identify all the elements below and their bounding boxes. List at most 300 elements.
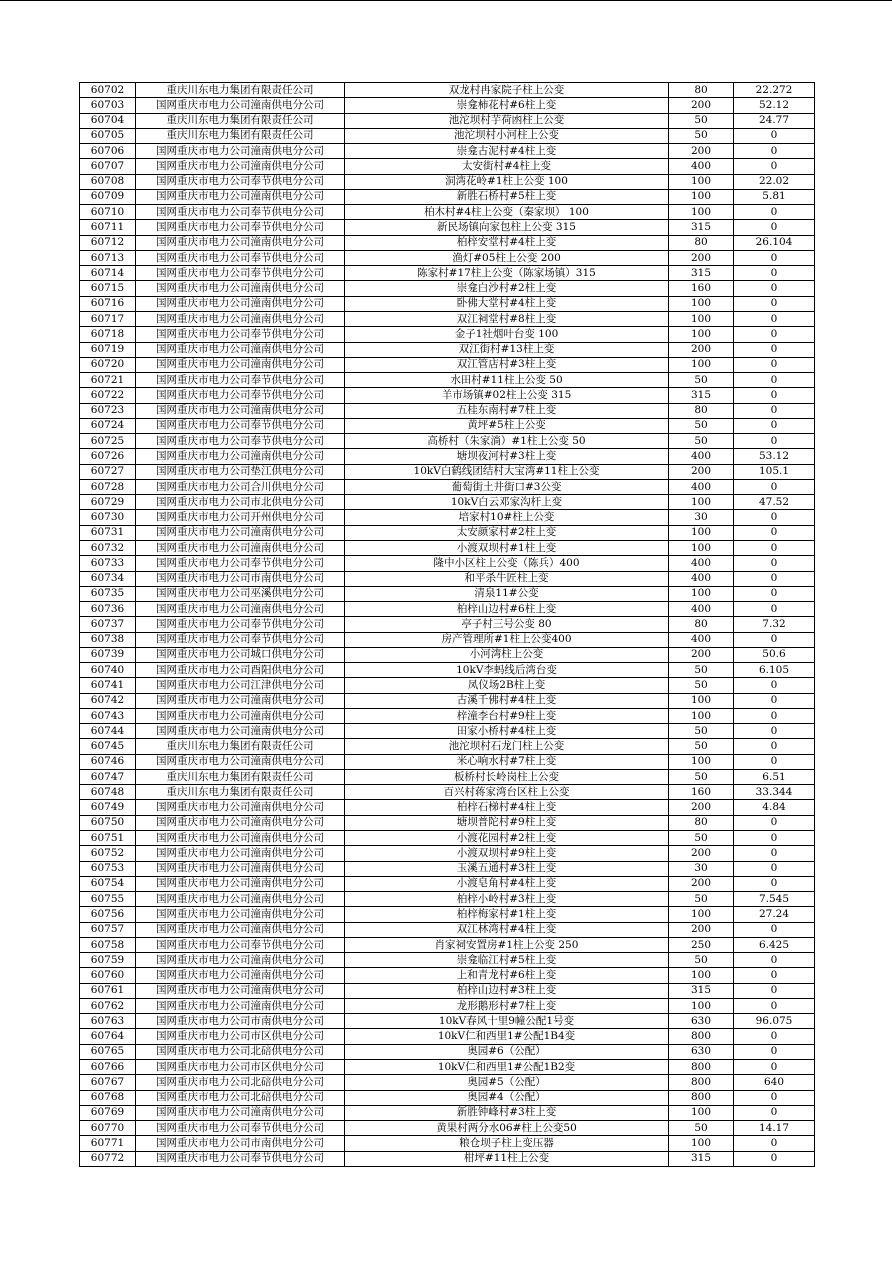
row-id-cell: 60708 <box>80 174 136 189</box>
capacity-cell: 100 <box>669 907 734 922</box>
row-id-cell: 60733 <box>80 556 136 571</box>
row-id-cell: 60738 <box>80 632 136 647</box>
value-cell: 0 <box>734 205 815 220</box>
value-cell: 0 <box>734 159 815 174</box>
value-cell: 0 <box>734 861 815 876</box>
company-cell: 国网重庆市电力公司潼南供电分公司 <box>136 815 345 830</box>
capacity-cell: 100 <box>669 754 734 769</box>
table-row <box>80 311 815 326</box>
table-row <box>80 83 815 98</box>
capacity-cell: 315 <box>669 266 734 281</box>
transformer-name-cell: 梓潼李台村#9柱上变 <box>345 708 669 723</box>
company-cell: 国网重庆市电力公司奉节供电分公司 <box>136 266 345 281</box>
row-id-cell: 60710 <box>80 205 136 220</box>
value-cell: 14.17 <box>734 1121 815 1136</box>
company-cell: 国网重庆市电力公司潼南供电分公司 <box>136 98 345 113</box>
capacity-cell: 630 <box>669 1044 734 1059</box>
transformer-name-cell: 水田村#11柱上公变 50 <box>345 373 669 388</box>
table-row <box>80 968 815 983</box>
transformer-name-cell: 金子1社烟叶台变 100 <box>345 327 669 342</box>
capacity-cell: 100 <box>669 968 734 983</box>
transformer-name-cell: 龙形鹅形村#7柱上变 <box>345 998 669 1013</box>
value-cell: 0 <box>734 128 815 143</box>
row-id-cell: 60759 <box>80 953 136 968</box>
capacity-cell: 100 <box>669 586 734 601</box>
capacity-cell: 100 <box>669 327 734 342</box>
company-cell: 国网重庆市电力公司潼南供电分公司 <box>136 189 345 204</box>
value-cell: 24.77 <box>734 113 815 128</box>
company-cell: 国网重庆市电力公司潼南供电分公司 <box>136 922 345 937</box>
table-row <box>80 434 815 449</box>
company-cell: 重庆川东电力集团有限责任公司 <box>136 739 345 754</box>
transformer-name-cell: 双龙村冉家院子柱上公变 <box>345 83 669 98</box>
table-row <box>80 998 815 1013</box>
transformer-name-cell: 小渡双坝村#9柱上变 <box>345 846 669 861</box>
table-row <box>80 1151 815 1166</box>
company-cell: 国网重庆市电力公司潼南供电分公司 <box>136 525 345 540</box>
transformer-name-cell: 太安颜家村#2柱上变 <box>345 525 669 540</box>
capacity-cell: 315 <box>669 983 734 998</box>
capacity-cell: 50 <box>669 373 734 388</box>
value-cell: 6.105 <box>734 663 815 678</box>
transformer-name-cell: 小渡花园村#2柱上变 <box>345 831 669 846</box>
company-cell: 重庆川东电力集团有限责任公司 <box>136 128 345 143</box>
company-cell: 国网重庆市电力公司垫江供电分公司 <box>136 464 345 479</box>
table-body <box>80 83 815 1167</box>
table-row <box>80 113 815 128</box>
transformer-name-cell: 羊市场镇#02柱上公变 315 <box>345 388 669 403</box>
transformer-name-cell: 板桥村长岭岗柱上公变 <box>345 769 669 784</box>
table-row <box>80 602 815 617</box>
value-cell: 22.272 <box>734 83 815 98</box>
value-cell: 0 <box>734 876 815 891</box>
capacity-cell: 100 <box>669 1105 734 1120</box>
transformer-name-cell: 粮仓坝子柱上变压器 <box>345 1136 669 1151</box>
transformer-name-cell: 新胜石桥村#5柱上变 <box>345 189 669 204</box>
row-id-cell: 60750 <box>80 815 136 830</box>
capacity-cell: 80 <box>669 815 734 830</box>
capacity-cell: 50 <box>669 831 734 846</box>
transformer-name-cell: 五桂东南村#7柱上变 <box>345 403 669 418</box>
company-cell: 国网重庆市电力公司奉节供电分公司 <box>136 434 345 449</box>
company-cell: 国网重庆市电力公司潼南供电分公司 <box>136 403 345 418</box>
value-cell: 0 <box>734 525 815 540</box>
value-cell: 0 <box>734 678 815 693</box>
row-id-cell: 60749 <box>80 800 136 815</box>
company-cell: 国网重庆市电力公司奉节供电分公司 <box>136 617 345 632</box>
company-cell: 国网重庆市电力公司市区供电分公司 <box>136 1060 345 1075</box>
value-cell: 0 <box>734 846 815 861</box>
value-cell: 7.32 <box>734 617 815 632</box>
transformer-name-cell: 奥园#6（公配） <box>345 1044 669 1059</box>
capacity-cell: 50 <box>669 769 734 784</box>
table-row <box>80 663 815 678</box>
value-cell: 0 <box>734 968 815 983</box>
capacity-cell: 800 <box>669 1075 734 1090</box>
company-cell: 国网重庆市电力公司潼南供电分公司 <box>136 724 345 739</box>
capacity-cell: 80 <box>669 83 734 98</box>
table-row <box>80 586 815 601</box>
value-cell: 105.1 <box>734 464 815 479</box>
capacity-cell: 200 <box>669 144 734 159</box>
transformer-name-cell: 10kV春风十里9幢公配1号变 <box>345 1014 669 1029</box>
company-cell: 国网重庆市电力公司潼南供电分公司 <box>136 342 345 357</box>
row-id-cell: 60723 <box>80 403 136 418</box>
transformer-name-cell: 崇龛柿花村#6柱上变 <box>345 98 669 113</box>
table-row <box>80 342 815 357</box>
row-id-cell: 60755 <box>80 892 136 907</box>
row-id-cell: 60727 <box>80 464 136 479</box>
row-id-cell: 60758 <box>80 937 136 952</box>
company-cell: 国网重庆市电力公司城口供电分公司 <box>136 647 345 662</box>
capacity-cell: 400 <box>669 479 734 494</box>
row-id-cell: 60765 <box>80 1044 136 1059</box>
row-id-cell: 60703 <box>80 98 136 113</box>
value-cell: 4.84 <box>734 800 815 815</box>
value-cell: 0 <box>734 510 815 525</box>
capacity-cell: 80 <box>669 403 734 418</box>
company-cell: 国网重庆市电力公司奉节供电分公司 <box>136 220 345 235</box>
row-id-cell: 60769 <box>80 1105 136 1120</box>
value-cell: 0 <box>734 1151 815 1166</box>
row-id-cell: 60728 <box>80 479 136 494</box>
value-cell: 0 <box>734 602 815 617</box>
row-id-cell: 60751 <box>80 831 136 846</box>
capacity-cell: 200 <box>669 876 734 891</box>
value-cell: 0 <box>734 708 815 723</box>
row-id-cell: 60739 <box>80 647 136 662</box>
row-id-cell: 60735 <box>80 586 136 601</box>
table-row <box>80 357 815 372</box>
transformer-name-cell: 柏梓小岭村#3柱上变 <box>345 892 669 907</box>
row-id-cell: 60730 <box>80 510 136 525</box>
company-cell: 重庆川东电力集团有限责任公司 <box>136 113 345 128</box>
transformer-name-cell: 玉溪五通村#3柱上变 <box>345 861 669 876</box>
row-id-cell: 60720 <box>80 357 136 372</box>
value-cell: 0 <box>734 571 815 586</box>
transformer-name-cell: 葡萄街土井街口#3公变 <box>345 479 669 494</box>
value-cell: 0 <box>734 815 815 830</box>
capacity-cell: 400 <box>669 602 734 617</box>
value-cell: 0 <box>734 373 815 388</box>
value-cell: 0 <box>734 831 815 846</box>
row-id-cell: 60712 <box>80 235 136 250</box>
value-cell: 0 <box>734 1044 815 1059</box>
value-cell: 53.12 <box>734 449 815 464</box>
company-cell: 国网重庆市电力公司北碚供电分公司 <box>136 1090 345 1105</box>
table-row <box>80 907 815 922</box>
company-cell: 国网重庆市电力公司潼南供电分公司 <box>136 892 345 907</box>
row-id-cell: 60737 <box>80 617 136 632</box>
company-cell: 国网重庆市电力公司奉节供电分公司 <box>136 205 345 220</box>
capacity-cell: 200 <box>669 922 734 937</box>
table-row <box>80 678 815 693</box>
company-cell: 重庆川东电力集团有限责任公司 <box>136 785 345 800</box>
transformer-name-cell: 池沱坝村石龙门柱上公变 <box>345 739 669 754</box>
company-cell: 国网重庆市电力公司潼南供电分公司 <box>136 296 345 311</box>
company-cell: 国网重庆市电力公司潼南供电分公司 <box>136 311 345 326</box>
table-row <box>80 708 815 723</box>
row-id-cell: 60711 <box>80 220 136 235</box>
row-id-cell: 60717 <box>80 311 136 326</box>
capacity-cell: 50 <box>669 724 734 739</box>
company-cell: 国网重庆市电力公司潼南供电分公司 <box>136 693 345 708</box>
company-cell: 国网重庆市电力公司开州供电分公司 <box>136 510 345 525</box>
transformer-name-cell: 崇龛临江村#5柱上变 <box>345 953 669 968</box>
row-id-cell: 60770 <box>80 1121 136 1136</box>
table-row <box>80 159 815 174</box>
capacity-cell: 800 <box>669 1090 734 1105</box>
transformer-name-cell: 肖家祠安置房#1柱上公变 250 <box>345 937 669 952</box>
row-id-cell: 60744 <box>80 724 136 739</box>
value-cell: 0 <box>734 1105 815 1120</box>
value-cell: 6.51 <box>734 769 815 784</box>
transformer-name-cell: 双江祠堂村#8柱上变 <box>345 311 669 326</box>
transformer-name-cell: 凤仪场2B柱上变 <box>345 678 669 693</box>
row-id-cell: 60753 <box>80 861 136 876</box>
transformer-name-cell: 池沱坝村芋荷凼柱上公变 <box>345 113 669 128</box>
table-row <box>80 144 815 159</box>
row-id-cell: 60740 <box>80 663 136 678</box>
value-cell: 0 <box>734 434 815 449</box>
company-cell: 国网重庆市电力公司潼南供电分公司 <box>136 281 345 296</box>
table-row <box>80 495 815 510</box>
transformer-name-cell: 柏梓山边村#6柱上变 <box>345 602 669 617</box>
capacity-cell: 80 <box>669 235 734 250</box>
company-cell: 国网重庆市电力公司潼南供电分公司 <box>136 708 345 723</box>
value-cell: 0 <box>734 327 815 342</box>
value-cell: 0 <box>734 1029 815 1044</box>
row-id-cell: 60725 <box>80 434 136 449</box>
company-cell: 国网重庆市电力公司潼南供电分公司 <box>136 953 345 968</box>
row-id-cell: 60757 <box>80 922 136 937</box>
capacity-cell: 800 <box>669 1060 734 1075</box>
table-row <box>80 861 815 876</box>
value-cell: 0 <box>734 296 815 311</box>
value-cell: 47.52 <box>734 495 815 510</box>
row-id-cell: 60706 <box>80 144 136 159</box>
capacity-cell: 200 <box>669 647 734 662</box>
company-cell: 国网重庆市电力公司奉节供电分公司 <box>136 937 345 952</box>
row-id-cell: 60743 <box>80 708 136 723</box>
capacity-cell: 400 <box>669 159 734 174</box>
transformer-name-cell: 柏梓山边村#3柱上变 <box>345 983 669 998</box>
value-cell: 0 <box>734 1090 815 1105</box>
table-row <box>80 983 815 998</box>
table-row <box>80 373 815 388</box>
transformer-name-cell: 柏木村#4柱上公变（秦家坝） 100 <box>345 205 669 220</box>
capacity-cell: 400 <box>669 632 734 647</box>
capacity-cell: 100 <box>669 693 734 708</box>
value-cell: 0 <box>734 739 815 754</box>
capacity-cell: 630 <box>669 1014 734 1029</box>
transformer-name-cell: 上和青龙村#6柱上变 <box>345 968 669 983</box>
company-cell: 国网重庆市电力公司潼南供电分公司 <box>136 235 345 250</box>
table-row <box>80 235 815 250</box>
table-row <box>80 953 815 968</box>
transformer-name-cell: 田家小桥村#4柱上变 <box>345 724 669 739</box>
transformer-name-cell: 10kV仁和西里1#公配1B2变 <box>345 1060 669 1075</box>
table-row <box>80 449 815 464</box>
transformer-name-cell: 米心响水村#7柱上变 <box>345 754 669 769</box>
capacity-cell: 200 <box>669 800 734 815</box>
row-id-cell: 60705 <box>80 128 136 143</box>
value-cell: 0 <box>734 540 815 555</box>
value-cell: 0 <box>734 220 815 235</box>
table-row <box>80 250 815 265</box>
value-cell: 0 <box>734 556 815 571</box>
transformer-name-cell: 新民场镇向家包柱上公变 315 <box>345 220 669 235</box>
company-cell: 国网重庆市电力公司奉节供电分公司 <box>136 174 345 189</box>
value-cell: 0 <box>734 403 815 418</box>
value-cell: 6.425 <box>734 937 815 952</box>
transformer-name-cell: 10kV白云邓家沟杆上变 <box>345 495 669 510</box>
transformer-name-cell: 奥园#4（公配） <box>345 1090 669 1105</box>
capacity-cell: 100 <box>669 1136 734 1151</box>
company-cell: 国网重庆市电力公司潼南供电分公司 <box>136 846 345 861</box>
row-id-cell: 60741 <box>80 678 136 693</box>
company-cell: 国网重庆市电力公司潼南供电分公司 <box>136 1105 345 1120</box>
company-cell: 国网重庆市电力公司潼南供电分公司 <box>136 159 345 174</box>
transformer-name-cell: 黄果村两分水06#柱上公变50 <box>345 1121 669 1136</box>
row-id-cell: 60745 <box>80 739 136 754</box>
company-cell: 国网重庆市电力公司合川供电分公司 <box>136 479 345 494</box>
transformer-name-cell: 和平杀牛匠柱上变 <box>345 571 669 586</box>
transformer-name-cell: 新胜钟峰村#3柱上变 <box>345 1105 669 1120</box>
value-cell: 0 <box>734 586 815 601</box>
table-row <box>80 388 815 403</box>
row-id-cell: 60714 <box>80 266 136 281</box>
transformer-name-cell: 双江管店村#3柱上变 <box>345 357 669 372</box>
row-id-cell: 60756 <box>80 907 136 922</box>
row-id-cell: 60724 <box>80 418 136 433</box>
company-cell: 国网重庆市电力公司潼南供电分公司 <box>136 861 345 876</box>
transformer-name-cell: 10kV仁和西里1#公配1B4变 <box>345 1029 669 1044</box>
transformer-name-cell: 高桥村（朱家淌）#1柱上公变 50 <box>345 434 669 449</box>
company-cell: 国网重庆市电力公司奉节供电分公司 <box>136 1121 345 1136</box>
row-id-cell: 60768 <box>80 1090 136 1105</box>
row-id-cell: 60772 <box>80 1151 136 1166</box>
capacity-cell: 400 <box>669 449 734 464</box>
capacity-cell: 100 <box>669 540 734 555</box>
table-row <box>80 785 815 800</box>
table-row <box>80 205 815 220</box>
table-row <box>80 1029 815 1044</box>
transformer-name-cell: 古溪千佛村#4柱上变 <box>345 693 669 708</box>
table-row <box>80 525 815 540</box>
table-row <box>80 464 815 479</box>
page-top-rule <box>0 0 892 1</box>
company-cell: 国网重庆市电力公司北碚供电分公司 <box>136 1044 345 1059</box>
row-id-cell: 60742 <box>80 693 136 708</box>
company-cell: 国网重庆市电力公司江津供电分公司 <box>136 678 345 693</box>
value-cell: 0 <box>734 983 815 998</box>
company-cell: 国网重庆市电力公司奉节供电分公司 <box>136 250 345 265</box>
table-row <box>80 1090 815 1105</box>
table-row <box>80 281 815 296</box>
row-id-cell: 60747 <box>80 769 136 784</box>
company-cell: 国网重庆市电力公司市南供电分公司 <box>136 571 345 586</box>
capacity-cell: 50 <box>669 739 734 754</box>
table-row <box>80 632 815 647</box>
transformer-name-cell: 池沱坝村小河柱上公变 <box>345 128 669 143</box>
table-row <box>80 724 815 739</box>
value-cell: 0 <box>734 953 815 968</box>
capacity-cell: 200 <box>669 464 734 479</box>
capacity-cell: 400 <box>669 556 734 571</box>
value-cell: 0 <box>734 998 815 1013</box>
table-row <box>80 510 815 525</box>
row-id-cell: 60760 <box>80 968 136 983</box>
value-cell: 0 <box>734 1136 815 1151</box>
row-id-cell: 60721 <box>80 373 136 388</box>
table-row <box>80 403 815 418</box>
row-id-cell: 60704 <box>80 113 136 128</box>
value-cell: 0 <box>734 693 815 708</box>
capacity-cell: 800 <box>669 1029 734 1044</box>
company-cell: 国网重庆市电力公司潼南供电分公司 <box>136 357 345 372</box>
table-row <box>80 174 815 189</box>
value-cell: 0 <box>734 418 815 433</box>
row-id-cell: 60716 <box>80 296 136 311</box>
transformer-name-cell: 小渡双坝村#1柱上变 <box>345 540 669 555</box>
row-id-cell: 60713 <box>80 250 136 265</box>
value-cell: 0 <box>734 632 815 647</box>
table-row <box>80 739 815 754</box>
row-id-cell: 60702 <box>80 83 136 98</box>
table-row <box>80 1044 815 1059</box>
transformer-name-cell: 崇龛古泥村#4柱上变 <box>345 144 669 159</box>
capacity-cell: 160 <box>669 281 734 296</box>
company-cell: 重庆川东电力集团有限责任公司 <box>136 769 345 784</box>
capacity-cell: 50 <box>669 1121 734 1136</box>
capacity-cell: 50 <box>669 678 734 693</box>
company-cell: 国网重庆市电力公司巫溪供电分公司 <box>136 586 345 601</box>
value-cell: 5.81 <box>734 189 815 204</box>
row-id-cell: 60731 <box>80 525 136 540</box>
capacity-cell: 100 <box>669 205 734 220</box>
company-cell: 国网重庆市电力公司市北供电分公司 <box>136 495 345 510</box>
capacity-cell: 100 <box>669 311 734 326</box>
company-cell: 国网重庆市电力公司潼南供电分公司 <box>136 968 345 983</box>
table-row <box>80 1060 815 1075</box>
value-cell: 22.02 <box>734 174 815 189</box>
value-cell: 26.104 <box>734 235 815 250</box>
table-row <box>80 754 815 769</box>
company-cell: 国网重庆市电力公司奉节供电分公司 <box>136 373 345 388</box>
table-row <box>80 296 815 311</box>
value-cell: 0 <box>734 724 815 739</box>
transformer-name-cell: 塘坝普陀村#9柱上变 <box>345 815 669 830</box>
capacity-cell: 30 <box>669 861 734 876</box>
capacity-cell: 200 <box>669 846 734 861</box>
company-cell: 国网重庆市电力公司潼南供电分公司 <box>136 998 345 1013</box>
table-row <box>80 815 815 830</box>
row-id-cell: 60771 <box>80 1136 136 1151</box>
transformer-name-cell: 培家村10#柱上公变 <box>345 510 669 525</box>
row-id-cell: 60746 <box>80 754 136 769</box>
transformer-table <box>79 82 815 1167</box>
table-row <box>80 693 815 708</box>
company-cell: 国网重庆市电力公司市区供电分公司 <box>136 1029 345 1044</box>
row-id-cell: 60707 <box>80 159 136 174</box>
company-cell: 重庆川东电力集团有限责任公司 <box>136 83 345 98</box>
transformer-name-cell: 洞湾花岭#1柱上公变 100 <box>345 174 669 189</box>
table-row <box>80 922 815 937</box>
capacity-cell: 100 <box>669 189 734 204</box>
capacity-cell: 160 <box>669 785 734 800</box>
transformer-name-cell: 太安街村#4柱上变 <box>345 159 669 174</box>
